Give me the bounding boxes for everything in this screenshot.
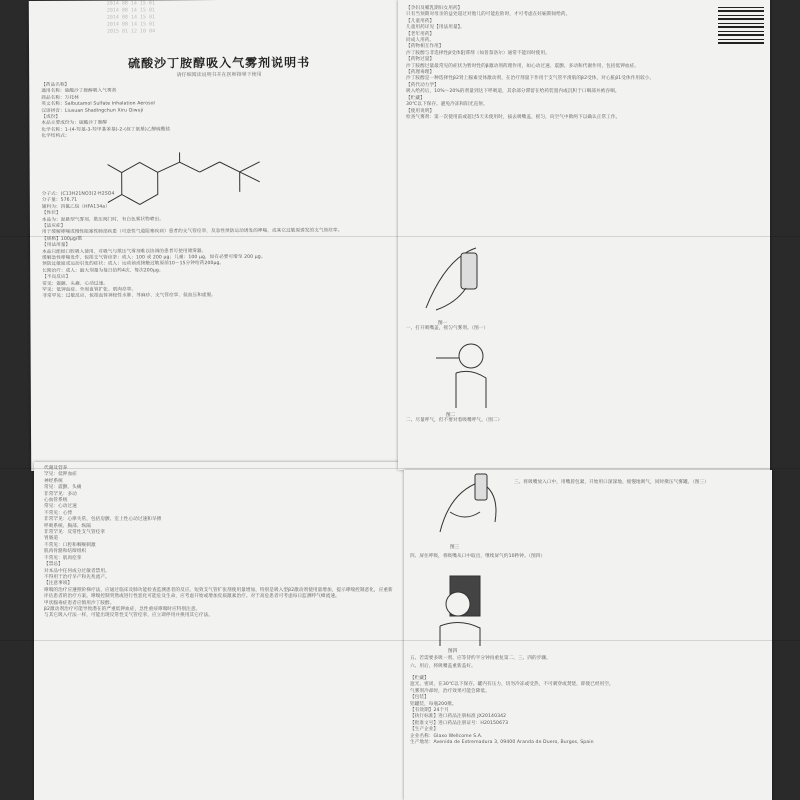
fold-line (0, 640, 800, 641)
document-title: 硫酸沙丁胺醇吸入气雾剂说明书 (128, 55, 311, 71)
figure-label: 图四 (448, 649, 458, 654)
document-subtitle: 请仔细阅读说明书并在医师指导下使用 (176, 71, 262, 79)
usage-step: 一、打开吸嘴盖，摇匀气雾剂。（图一） (406, 326, 489, 331)
date-stamp (107, 0, 207, 47)
fold-line (0, 468, 800, 469)
figure-label: 图二 (446, 413, 456, 418)
figure-three-illustration (420, 472, 510, 542)
usage-step: 六、用后，将吸嘴盖重新盖好。 (410, 664, 476, 669)
leaflet-left-bottom (34, 462, 406, 800)
stamp-line: 2014 08 14 15 01 (106, 14, 156, 21)
figure-four-illustration (420, 566, 500, 646)
left-bottom-body: 代谢及营养 罕见：低钾血症 神经系统 常见：震颤、头痛 非常罕见：多动 心血管系统 常见：心动过速 不常见：心悸 非常罕见：心律失常，包括房颤、室上性心动过速和早搏 呼吸系统、胸部、纵隔 非常罕见：反常性支气管痉挛 胃肠道 不常见：口腔和咽喉刺激 肌肉骨骼和结缔组织 不常见：肌肉痉挛 【禁忌】 对本品中任何成分过敏者禁用。 不得用于治疗早产和先兆流产。 【注意事项】 哮喘的治疗应遵照阶梯疗法，应通过临床及肺功能检查监测患者的反应。短效支气管扩张剂使用量增加，特别是吸入型β2激动剂使用量增加，提示哮喘控制恶化，应重新评估患者的治疗方案。哮喘控制突然或进行性恶化可能危及生命，应考虑开始或增加皮质激素治疗。对于高危患者可考虑每日监测呼气峰流速。 甲状腺毒症患者应慎用沙丁胺醇。 β2激动剂治疗可能导致潜在的严重低钾血症，急性重症哮喘时应特别注意。 与其它吸入疗法一样，可能出现反常性支气管痉挛，应立即停用并换用其它疗法。 (44, 466, 393, 619)
figure-label: 图三 (450, 545, 460, 550)
usage-step: 三、将吸嘴放入口中，用嘴唇包紧，开始用口深深地、缓慢地吸气，同时揿压气雾罐。（图三） (514, 480, 709, 485)
leaflet-right-top (398, 0, 770, 470)
usage-step: 二、尽量呼气，但不要对着吸嘴呼气。（图二） (406, 418, 503, 423)
left-top-body: 【药品名称】 通用名称：硫酸沙丁胺醇吸入气雾剂 商品名称：万托林 英文名称：Salbutamol Sulfate Inhalation Aerosol 汉语拼音：Liusuan Shadingchun Xiru Qiwuji 【成份】 本品主要成份为：硫酸沙丁胺醇 化学名称：1-(4-羟基-3-羟甲基苯基)-2-(叔丁氨基)乙醇硫酸盐 化学结构式： 分子式：(C13H21NO3)2·H2SO4 分子量：576.71 辅料为：四氟乙烷（HFA134a） 【性状】 本品为：混悬型气雾剂，揿压阀门时，有白色雾状物喷出。 【适应症】 用于缓解哮喘或慢性阻塞性肺部疾患（可逆性气道阻塞疾病）患者的支气管痉挛，及急性预防运动诱发的哮喘，或其它过敏原诱发的支气管痉挛。 【规格】100μg/揿 【用法用量】 本品只能经口腔吸入使用，对吸气与揿压气雾剂难以协调的患者可使用储雾器。 缓解急性哮喘发作，包括支气管痉挛：成人：100 或 200 μg；儿童：100 μg，如有必要可增至 200 μg。 预防过敏原或运动引发的症状：成人：运动前或接触过敏原前10～15分钟给药200μg。 长期治疗：成人：最大剂量为每日给药4次，每次200μg。 【不良反应】 常见：震颤、头痛、心动过速。 罕见：低钾血症、外周血管扩张、肌肉痉挛。 非常罕见：过敏反应，包括血管神经性水肿、荨麻疹、支气管痉挛、低血压和虚脱。 (41, 82, 343, 300)
figure-label: 图一 (438, 321, 448, 326)
barcode-strip (718, 4, 764, 44)
usage-step: 四、屏住呼吸，将吸嘴从口中取出，继续屏气约10秒钟。（图四） (410, 554, 546, 559)
stamp-line: 2014 08 14 15 01 (106, 0, 155, 7)
figure-one-illustration (416, 238, 506, 318)
fold-line (0, 236, 800, 237)
stamp-line: 2015 01 12 10 04 (106, 28, 156, 35)
right-top-body: 【孕妇及哺乳期妇女用药】 只有当预期对母亲的益处超过对胎儿的可能危险时，才可考虑在妊娠期间给药。 【儿童用药】 儿童用药详见【用法用量】。 【老年用药】 同成人用药。 【药物相互作用】 沙丁胺醇与非选择性β受体阻滞剂（如普萘洛尔）通常不能同时使用。 【药物过量】 沙丁胺醇过量最常见的症状为暂时性的β激动剂药理作用，如心动过速、震颤、多动和代谢作用，包括低钾血症。 【药理毒理】 沙丁胺醇是一种选择性β2肾上腺素受体激动剂，在治疗剂量下作用于支气管平滑肌的β2受体，对心脏β1受体作用较小。 【药代动力学】 吸入给药后，10%～20%的剂量到达下呼吸道，其余部分滞留在给药装置内或沉积于口咽部并被吞咽。 【贮藏】 30℃以下保存。避免冷冻和阳光直射。 【使用说明】 检查气雾剂：第一次使用前或超过5天未使用时，拔去吸嘴盖，摇匀，向空气中揿两下以确认正常工作。 (406, 6, 655, 120)
stamp-line: 2014 08 14 15 01 (106, 21, 156, 28)
right-bottom-body: 【贮藏】 遮光、密闭，在30℃以下保存。罐内有压力，切勿冷冻或受热，不可刺穿或焚烧，即使已经用空。 气雾剂冷却时，治疗效果可能会降低。 【包装】 铝罐装，每瓶200揿。 【有效期】24个月 【执行标准】进口药品注册标准 JX20140342 【批准文号】进口药品注册证号：H20150673 【生产企业】 企业名称：Glaxo Wellcome S.A. 生产地址：Avenida de Extremadura 3, 09400 Aranda de Duero, Burgos, Spain (410, 676, 614, 746)
figure-two-illustration (416, 338, 506, 408)
stamp-line: 2014 08 14 15 01 (106, 7, 156, 14)
usage-step: 五、若需要多吸一剂，应等待约半分钟再重复第二、三、四的步骤。 (410, 656, 551, 661)
chemical-structure-diagram (100, 152, 270, 223)
leaflet-right-bottom (404, 470, 772, 800)
